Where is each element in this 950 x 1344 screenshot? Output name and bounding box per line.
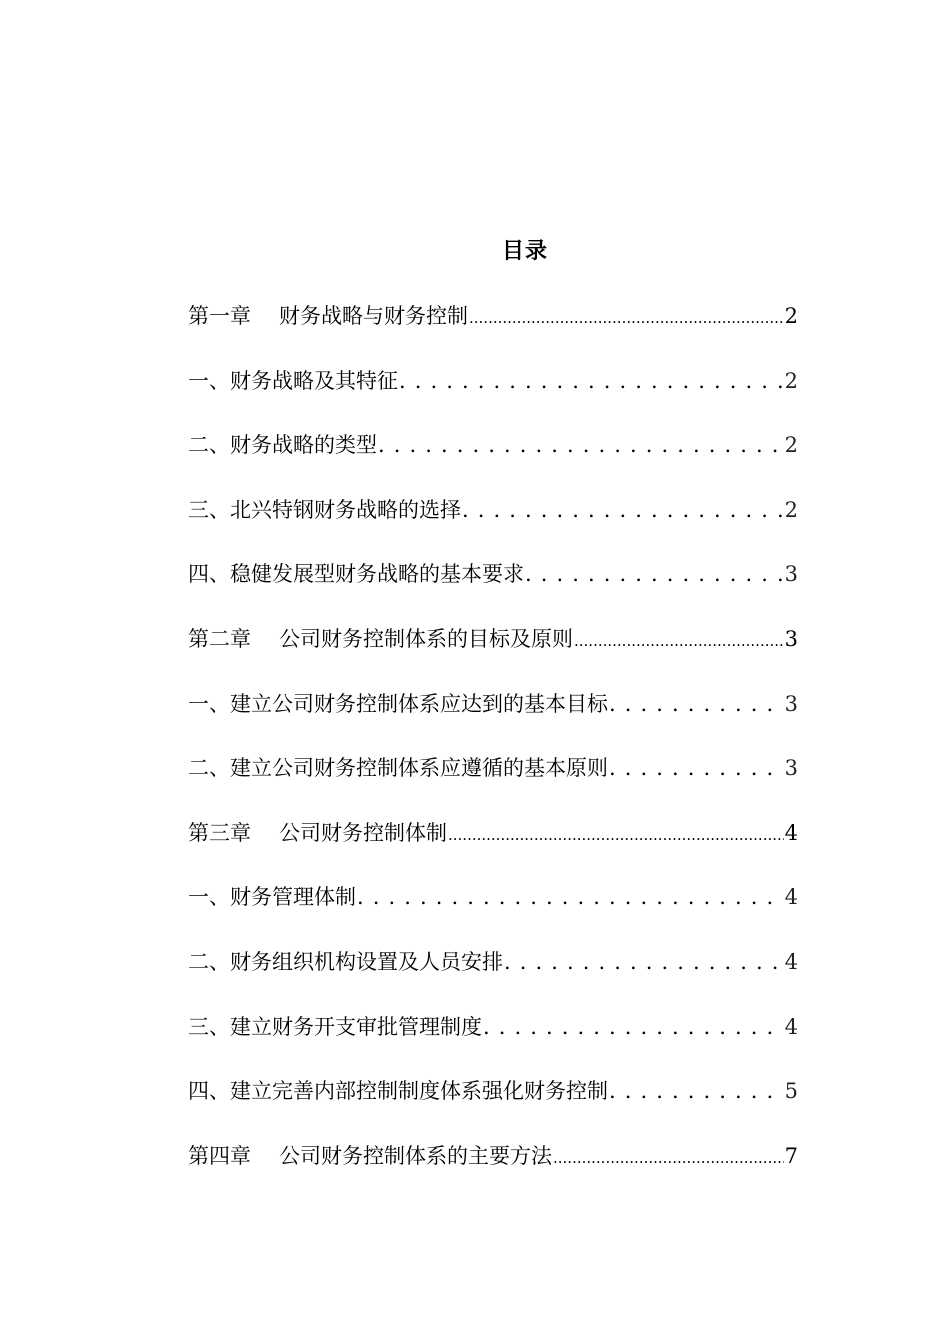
toc-chapter-entry[interactable] (188, 623, 798, 688)
page-number: 5 (784, 1079, 798, 1104)
toc-entry-text (188, 817, 447, 849)
section-title: 四、稳健发展型财务战略的基本要求 (188, 562, 524, 587)
toc-section-entry[interactable] (188, 365, 798, 430)
toc-section-entry[interactable] (188, 494, 798, 559)
chapter-title: 财务战略与财务控制 (279, 304, 468, 328)
toc-section-entry[interactable] (188, 688, 798, 753)
page-number: 4 (784, 820, 798, 845)
section-title: 一、建立公司财务控制体系应达到的基本目标 (188, 691, 608, 716)
page-number: 2 (784, 433, 798, 458)
section-title: 二、财务战略的类型 (188, 433, 377, 458)
toc-chapter-entry[interactable] (188, 1140, 798, 1205)
section-title: 三、建立财务开支审批管理制度 (188, 1014, 482, 1039)
section-title: 三、北兴特钢财务战略的选择 (188, 497, 461, 522)
page-number: 2 (784, 304, 798, 328)
toc-section-entry[interactable] (188, 752, 798, 817)
toc-entry-text (188, 300, 468, 332)
section-title: 二、建立公司财务控制体系应遵循的基本原则 (188, 756, 608, 781)
toc-section-entry[interactable] (188, 558, 798, 623)
toc-list (188, 300, 798, 1204)
toc-section-entry[interactable] (188, 429, 798, 494)
toc-section-entry[interactable] (188, 1011, 798, 1076)
toc-chapter-entry[interactable] (188, 300, 798, 365)
section-title: 一、财务管理体制 (188, 885, 356, 910)
dot-leader (469, 300, 784, 334)
dot-leader (574, 623, 784, 657)
dot-leader (462, 494, 784, 526)
dot-leader (525, 558, 784, 590)
dot-leader (504, 946, 784, 978)
chapter-number: 第三章 (188, 820, 251, 845)
chapter-number: 第二章 (188, 626, 251, 651)
chapter-number: 第四章 (188, 1143, 251, 1168)
page-number: 4 (784, 885, 798, 910)
dot-leader (378, 429, 784, 461)
page-number: 3 (784, 562, 798, 587)
page-number: 4 (784, 1014, 798, 1039)
dot-leader (357, 881, 784, 913)
toc-entry-text (188, 1140, 552, 1172)
toc-section-entry[interactable] (188, 946, 798, 1011)
dot-leader (609, 1075, 784, 1107)
toc-section-entry[interactable] (188, 1075, 798, 1140)
page-number: 7 (784, 1143, 798, 1168)
section-title: 一、财务战略及其特征 (188, 368, 398, 393)
chapter-title: 公司财务控制体系的目标及原则 (279, 626, 573, 651)
page-number: 4 (784, 949, 798, 974)
page-number: 2 (784, 368, 798, 393)
dot-leader (448, 817, 784, 851)
page-number: 3 (784, 691, 798, 716)
page-number: 3 (784, 756, 798, 781)
dot-leader (609, 688, 784, 720)
toc-title: 目录 (501, 238, 548, 264)
section-title: 二、财务组织机构设置及人员安排 (188, 949, 503, 974)
page-number: 2 (784, 497, 798, 522)
chapter-title: 公司财务控制体制 (279, 820, 447, 845)
chapter-number: 第一章 (188, 304, 251, 328)
page-number: 3 (784, 626, 798, 651)
dot-leader (609, 752, 784, 784)
dot-leader (553, 1140, 784, 1174)
section-title: 四、建立完善内部控制制度体系强化财务控制 (188, 1079, 608, 1104)
chapter-title: 公司财务控制体系的主要方法 (279, 1143, 552, 1168)
toc-chapter-entry[interactable] (188, 817, 798, 882)
dot-leader (483, 1011, 784, 1043)
dot-leader (399, 365, 784, 397)
toc-entry-text (188, 623, 573, 655)
toc-section-entry[interactable] (188, 881, 798, 946)
